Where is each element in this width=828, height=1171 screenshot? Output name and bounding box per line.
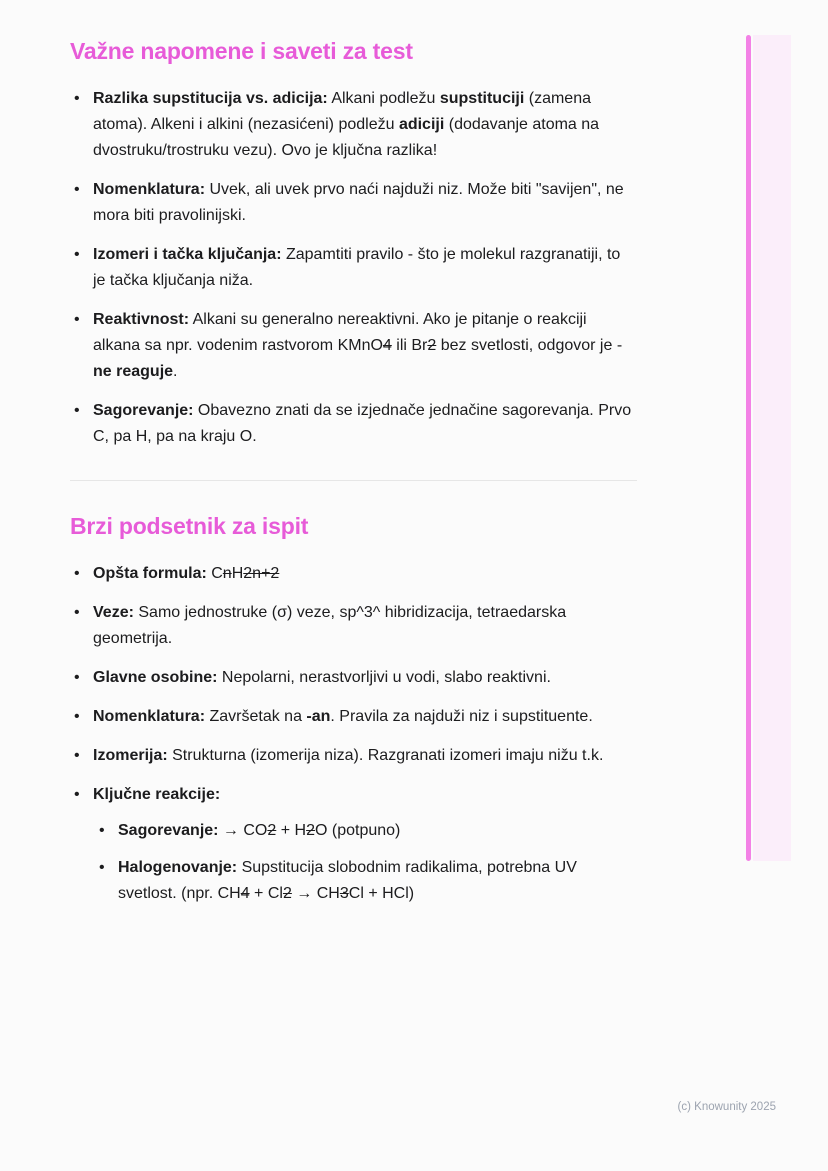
list-item [74,242,637,294]
sub-list [93,818,637,907]
sub-list-item [99,818,637,844]
list-item [74,665,637,691]
text-run: Alkani su generalno nereaktivni. Ako je pitanje o reakciji alkana sa npr. vodenim rastvorom KMnO [93,311,587,354]
list-item [74,704,637,730]
bold-text-run: Razlika supstitucija vs. adicija: [93,90,328,107]
text-run: Završetak na [205,708,307,725]
bold-text-run: Izomeri i tačka ključanja: [93,246,282,263]
bold-text-run: Nomenklatura: [93,181,206,198]
text-run: (dodavanje atoma na dvostruku/trostruku vezu). Ovo je ključna razlika! [93,116,600,159]
section-divider [70,480,637,481]
text-run: Nepolarni, nerastvorljivi u vodi, slabo reaktivni. [217,669,551,686]
text-run: Alkani podležu [327,90,440,107]
scrollbar-thumb[interactable] [746,35,751,861]
bold-text-run: supstituciji [439,90,525,107]
bold-text-run: Nomenklatura: [93,708,206,725]
list-item-text [93,704,637,730]
text-run: Strukturna (izomerija niza). Razgranati izomeri imaju nižu t.k. [167,747,604,764]
bullet-marker: • [99,859,105,876]
list-item-text [93,242,637,294]
text-run: H [231,565,244,582]
text-run: Samo jednostruke (σ) veze, sp^3^ hibridizacija, tetraedarska geometrija. [93,604,567,647]
section-quick-reminder [70,513,637,918]
list-item-text [93,398,637,450]
text-run: + Cl [249,885,283,902]
list-item-text [93,177,637,229]
bold-text-run: Veze: [93,604,134,621]
struck-text-run: 3 [339,885,349,902]
section-test-tips [70,38,637,450]
bold-text-run: Izomerija: [93,747,168,764]
bullet-marker: • [74,311,80,328]
struck-text-run: 2n+2 [243,565,280,582]
list-item-text [93,307,637,385]
bullet-marker: • [74,90,80,107]
list-item [74,307,637,385]
struck-text-run: n [222,565,232,582]
list-item [74,782,637,918]
bullet-marker: • [74,708,80,725]
struck-text-run: 4 [240,885,250,902]
bullet-list-test-tips [70,86,637,450]
text-run: Supstitucija slobodnim radikalima, potrebna UV svetlost. (npr. CH [118,859,577,902]
list-item [74,86,637,164]
text-run: + H [276,822,307,839]
list-item-text [118,818,637,844]
bullet-marker: • [99,822,105,839]
bold-text-run: Halogenovanje: [118,859,238,876]
scrollbar-track[interactable] [753,35,791,861]
notes-content [70,38,637,931]
bullet-marker: • [74,565,80,582]
bullet-marker: • [74,669,80,686]
bullet-marker: • [74,786,80,803]
struck-text-run: 2 [427,337,437,354]
bold-text-run: -an [306,708,331,725]
bullet-marker: • [74,402,80,419]
list-item [74,177,637,229]
footer-credit: (c) Knowunity 2025 [677,1101,776,1113]
list-item-text [93,561,637,587]
text-run: . Pravila za najduži niz i supstituente. [330,708,593,725]
text-run: . [173,363,178,380]
struck-text-run: 2 [306,822,315,839]
text-run: Zapamtiti pravilo - što je molekul razgranatiji, to je tačka ključanja niža. [93,246,621,289]
list-item-text [93,782,637,918]
bold-text-run: Sagorevanje: [93,402,194,419]
struck-text-run: 2 [282,885,292,902]
bold-text-run: Ključne reakcije: [93,786,221,803]
list-item [74,398,637,450]
list-item [74,743,637,769]
text-run: (zamena atoma). Alkeni i alkini (nezasićeni) podležu [93,90,591,133]
bullet-list-quick-reminder [70,561,637,918]
struck-text-run: 4 [382,337,392,354]
list-item-text [93,86,637,164]
bold-text-run: Sagorevanje: [118,822,219,839]
bullet-marker: • [74,246,80,263]
list-item [74,561,637,587]
bold-text-run: Opšta formula: [93,565,207,582]
bullet-marker: • [74,181,80,198]
text-run: Cl + HCl) [348,885,415,902]
text-run: bez svetlosti, odgovor je - [436,337,623,354]
bullet-marker: • [74,604,80,621]
list-item-text [118,855,637,907]
bold-text-run: Glavne osobine: [93,669,218,686]
bold-text-run: Reaktivnost: [93,311,190,328]
section-title-test-tips: Važne napomene i saveti za test [70,38,413,64]
list-item [74,600,637,652]
list-item-text [93,600,637,652]
text-run: → CH [291,885,340,902]
text-run: O (potpuno) [314,822,401,839]
bullet-marker: • [74,747,80,764]
struck-text-run: 2 [267,822,277,839]
list-item-text [93,743,637,769]
text-run: → CO [218,822,268,839]
text-run: Uvek, ali uvek prvo naći najduži niz. Može biti "savijen", ne mora biti pravolinijski. [93,181,624,224]
text-run: C [206,565,223,582]
section-title-quick-reminder: Brzi podsetnik za ispit [70,513,309,539]
bold-text-run: adiciji [398,116,445,133]
list-item-text [93,665,637,691]
sub-list-item [99,855,637,907]
text-run: Obavezno znati da se izjednače jednačine sagorevanja. Prvo C, pa H, pa na kraju O. [93,402,632,445]
text-run: ili Br [391,337,428,354]
bold-text-run: ne reaguje [93,363,174,380]
